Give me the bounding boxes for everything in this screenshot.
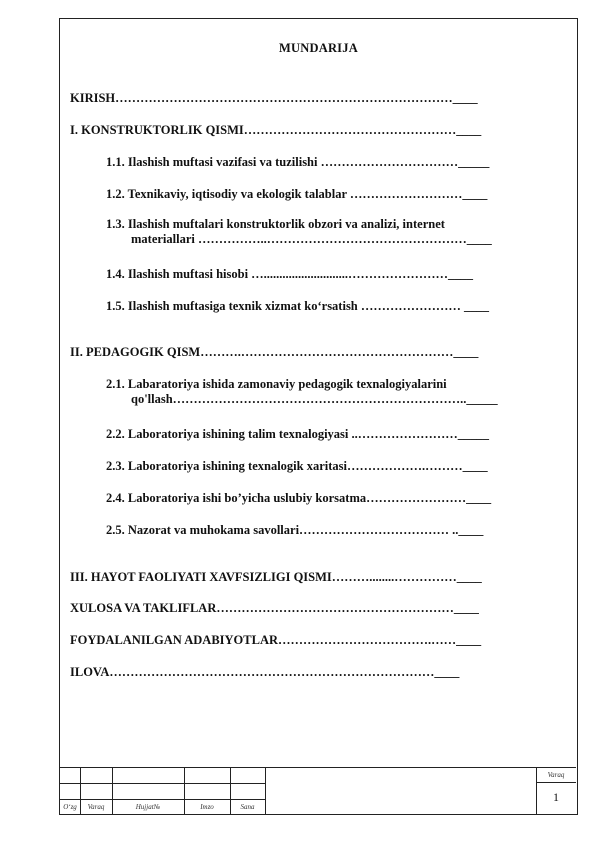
stamp-label-hujjat: Hujjat№: [135, 803, 161, 811]
page-frame: [59, 18, 578, 815]
page-number: 1: [553, 790, 559, 804]
toc-entry-pedagogik: II. PEDAGOGIK QISM……….……………………………………………____: [70, 345, 479, 359]
toc-entry-kirish: KIRISH………………………………………………………………………____: [70, 91, 478, 105]
toc-entry-1-1: 1.1. Ilashish muftasi vazifasi va tuzilishi ……………………………_____: [106, 155, 490, 169]
stamp-label-imzo: Imzo: [200, 803, 214, 811]
toc-entry-1-5: 1.5. Ilashish muftasiga texnik xizmat ko‘rsatish …………………… ____: [106, 299, 490, 313]
toc-entry-2-5: 2.5. Nazorat va muhokama savollari……………………………… ..____: [106, 523, 484, 537]
page-title: MUNDARIJA: [279, 41, 358, 55]
toc-entry-1-3: 1.3. Ilashish muftalari konstruktorlik obzori va analizi, internet materiallari ……………..…………………………………………____: [106, 217, 492, 246]
toc-entry-adabiyotlar: FOYDALANILGAN ADABIYOTLAR……………………………….……____: [70, 633, 482, 647]
stamp-label-ozg: O‘zg: [63, 803, 77, 811]
stamp-label-varaq: Varaq: [87, 803, 105, 811]
toc-entry-konstruktorlik: I. KONSTRUKTORLIK QISMI……………………………………………____: [70, 123, 482, 137]
toc-entry-2-4: 2.4. Laboratoriya ishi bo’yicha uslubiy korsatma……………………____: [106, 491, 492, 505]
toc-entry-2-3: 2.3. Laboratoriya ishining texnalogik xaritasi……………….………____: [106, 459, 488, 473]
toc-entry-1-4: 1.4. Ilashish muftasi hisobi …...........................……………………____: [106, 267, 474, 281]
title-block-stamp: [60, 767, 576, 814]
toc-entry-ilova: ILOVA……………………………………………………………………____: [70, 665, 460, 679]
toc-entry-hayot-faoliyati: III. HAYOT FAOLIYATI XAVFSIZLIGI QISMI………........……………____: [70, 570, 482, 584]
toc-entry-1-2: 1.2. Texnikaviy, iqtisodiy va ekologik talablar ………………………____: [106, 187, 488, 201]
toc-entry-2-2: 2.2. Laboratoriya ishining talim texnalogiyasi ..……………………_____: [106, 427, 490, 441]
toc-entry-2-1: 2.1. Labaratoriya ishida zamonaviy pedagogik texnalogiyalarini qo'llash…………………………………………………………….._____: [106, 377, 498, 406]
stamp-sheet-label: Varaq: [547, 771, 565, 779]
stamp-label-sana: Sana: [240, 803, 255, 811]
toc-entry-xulosa: XULOSA VA TAKLIFLAR…………………………………………………____: [70, 601, 479, 615]
